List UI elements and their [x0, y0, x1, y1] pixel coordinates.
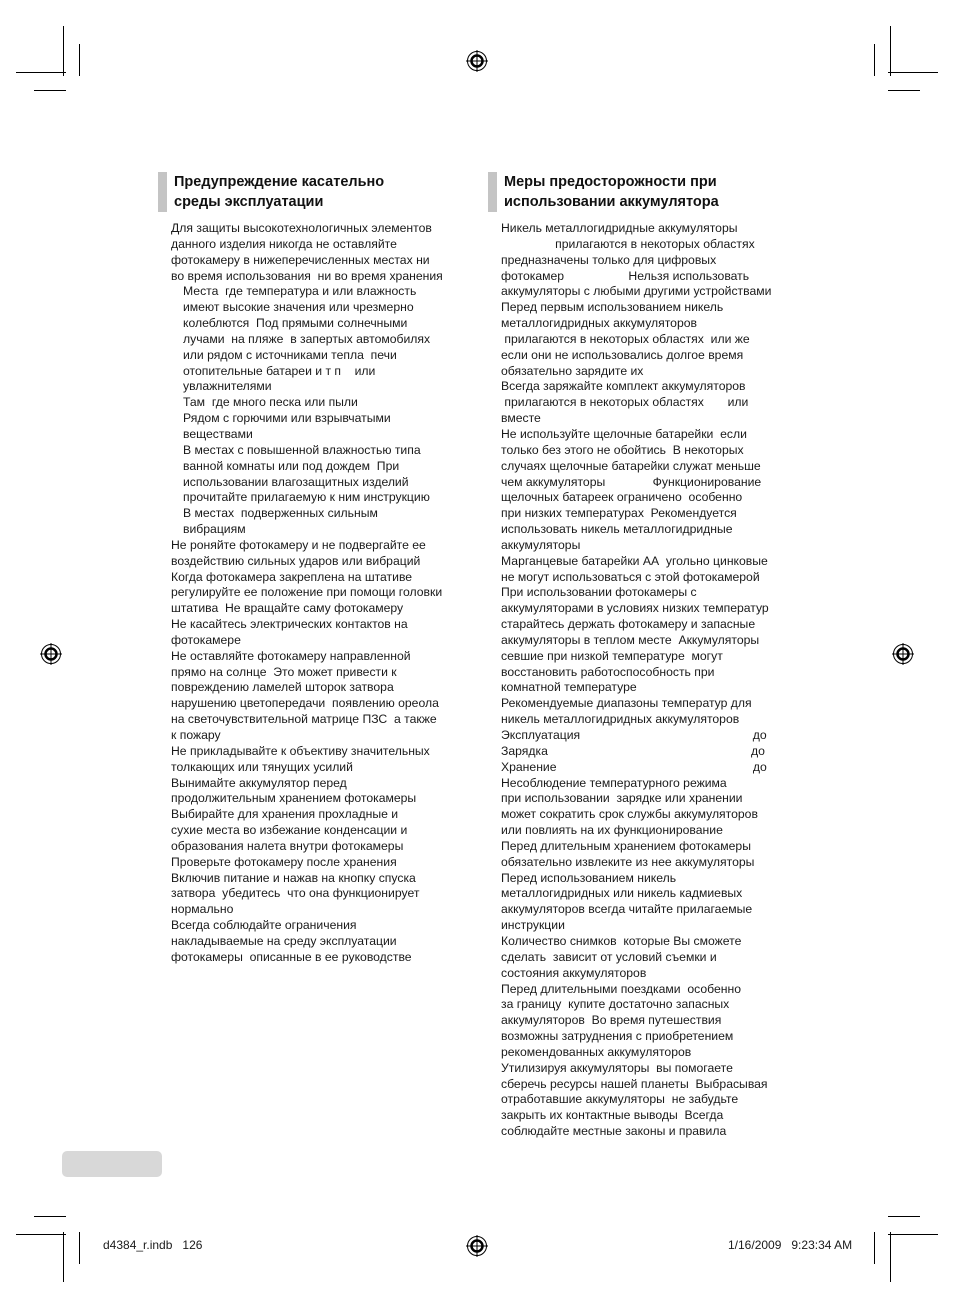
- text-line: прилагаются в некоторых областях или: [501, 395, 749, 410]
- text-line: данного изделия никогда не оставляйте: [171, 236, 397, 251]
- text-line: Эксплуатация до: [501, 728, 767, 742]
- text-line: Никель металлогидридные аккумуляторы: [501, 221, 738, 235]
- text-line: образования налета внутри фотокамеры: [171, 838, 404, 853]
- footer-file-info: d4384_r.indb 126: [103, 1238, 203, 1252]
- text-line: При использовании фотокамеры с: [501, 585, 697, 600]
- text-line: за границу купите достаточно запасных: [501, 997, 730, 1012]
- text-line: при использовании зарядке или хранении: [501, 791, 743, 806]
- crop-mark: [16, 1234, 66, 1235]
- text-line: лучами на пляже в запертых автомобилях: [183, 331, 431, 346]
- text-line: штатива Не вращайте саму фотокамеру: [171, 601, 404, 616]
- text-line: аккумуляторы: [501, 537, 581, 552]
- heading-line: Предупреждение касательно: [174, 174, 385, 190]
- text-line: Зарядка до: [501, 743, 765, 758]
- text-line: рекомендованных аккумуляторов: [501, 1044, 692, 1059]
- text-line: Вынимайте аккумулятор перед: [171, 775, 347, 790]
- text-line: не могут использоваться с этой фотокамерой: [501, 569, 760, 584]
- text-line: прилагаются в некоторых областях: [501, 236, 755, 251]
- page-number-tab: [62, 1151, 162, 1177]
- section-heading-battery: [488, 172, 798, 212]
- heading-line: использовании аккумулятора: [504, 194, 719, 210]
- text-line: на светочувствительной матрице ПЗС а также: [171, 712, 437, 727]
- text-line: Марганцевые батарейки АА угольно цинковые: [501, 553, 768, 568]
- text-line: инструкции: [501, 918, 565, 933]
- crop-mark: [63, 1232, 64, 1282]
- text-line: случаях щелочные батарейки служат меньше: [501, 458, 761, 473]
- text-line: Выбирайте для хранения прохладные и: [171, 807, 399, 822]
- registration-mark-icon: [892, 643, 914, 665]
- text-line: или повлиять на их функционирование: [501, 823, 723, 838]
- text-line: восстановить работоспособность при: [501, 664, 715, 679]
- text-line: колеблются Под прямыми солнечными: [183, 316, 408, 331]
- text-line: В местах подверженных сильным: [183, 506, 378, 521]
- text-line: чем аккумуляторы Функционирование: [501, 474, 762, 489]
- text-line: отопительные батареи и т п или: [183, 363, 376, 378]
- text-line: продолжительным хранением фотокамеры: [171, 791, 417, 806]
- crop-mark: [888, 90, 920, 91]
- text-line: Когда фотокамера закреплена на штативе: [171, 569, 413, 584]
- text-line: аккумуляторы с любыми другими устройствами: [501, 284, 772, 299]
- crop-mark: [79, 1232, 80, 1264]
- text-line: сухие места во избежание конденсации и: [171, 823, 408, 838]
- text-line: Не оставляйте фотокамеру направленной: [171, 648, 411, 663]
- text-line: комнатной температуре: [501, 680, 637, 695]
- crop-mark: [888, 1216, 920, 1217]
- text-line: Утилизируя аккумуляторы вы помогаете: [501, 1060, 733, 1075]
- text-line: сделать зависит от условий съемки и: [501, 949, 717, 964]
- text-line: регулируйте ее положение при помощи головки: [171, 585, 443, 600]
- crop-mark: [63, 26, 64, 76]
- heading-line: Меры предосторожности при: [504, 174, 717, 190]
- text-line: ванной комнаты или под дождем При: [183, 458, 400, 473]
- text-line: фотокамеру в нижеперечисленных местах ни: [171, 252, 430, 267]
- environment-warning-text: [158, 221, 470, 966]
- text-line: аккумуляторов Во время путешествия: [501, 1013, 722, 1028]
- text-line: прямо на солнце Это может привести к: [171, 664, 397, 679]
- crop-mark: [874, 44, 875, 76]
- battery-precautions-text: [488, 221, 798, 1140]
- text-line: Перед первым использованием никель: [501, 300, 724, 315]
- text-line: вместе: [501, 411, 541, 426]
- crop-mark: [34, 1216, 66, 1217]
- text-line: обязательно зарядите их: [501, 363, 644, 378]
- text-line: нормально: [171, 902, 234, 917]
- text-line: использовать никель металлогидридные: [501, 522, 733, 537]
- text-line: может сократить срок службы аккумуляторов: [501, 807, 758, 822]
- text-line: предназначены только для цифровых: [501, 252, 717, 267]
- text-line: отработавшие аккумуляторы не забудьте: [501, 1092, 739, 1107]
- crop-mark: [79, 44, 80, 76]
- crop-mark: [34, 90, 66, 91]
- text-line: старайтесь держать фотокамеру и запасные: [501, 617, 756, 632]
- text-line: аккумуляторы в теплом месте Аккумуляторы: [501, 632, 760, 647]
- crop-mark: [888, 72, 938, 73]
- text-line: закрыть их контактные выводы Всегда: [501, 1108, 724, 1123]
- text-line: обязательно извлеките из нее аккумуляторы: [501, 854, 755, 869]
- text-line: севшие при низкой температуре могут: [501, 648, 723, 663]
- text-line: фотокамер Нельзя использовать: [501, 268, 750, 283]
- crop-mark: [874, 1232, 875, 1264]
- text-line: аккумуляторами в условиях низких температур: [501, 601, 769, 616]
- text-line: во время использования ни во время хранения: [171, 268, 443, 283]
- text-line: Всегда соблюдайте ограничения: [171, 918, 357, 933]
- text-line: Перед длительным хранением фотокамеры: [501, 838, 751, 853]
- text-line: Не роняйте фотокамеру и не подвергайте ее: [171, 537, 426, 552]
- text-line: прочитайте прилагаемую к ним инструкцию: [183, 490, 430, 505]
- text-line: Для защиты высокотехнологичных элементов: [171, 221, 432, 235]
- text-line: нарушению цветопередачи появлению ореола: [171, 696, 439, 711]
- text-line: состояния аккумуляторов: [501, 965, 647, 980]
- text-line: Включив питание и нажав на кнопку спуска: [171, 870, 416, 885]
- text-line: увлажнителями: [183, 379, 272, 394]
- text-line: фотокамере: [171, 632, 241, 647]
- text-line: Там где много песка или пыли: [183, 395, 358, 410]
- right-column: [488, 172, 798, 1140]
- text-line: затвора убедитесь что она функционирует: [171, 886, 420, 901]
- text-line: Количество снимков которые Вы сможете: [501, 933, 742, 948]
- text-line: соблюдайте местные законы и правила: [501, 1124, 727, 1139]
- text-line: к пожару: [171, 728, 221, 742]
- text-line: имеют высокие значения или чрезмерно: [183, 300, 414, 315]
- text-line: Хранение до: [501, 759, 767, 774]
- text-line: никель металлогидридных аккумуляторов: [501, 712, 740, 727]
- text-line: накладываемые на среду эксплуатации: [171, 933, 397, 948]
- text-line: веществами: [183, 426, 253, 441]
- text-line: металлогидридных или никель кадмиевых: [501, 886, 743, 901]
- crop-mark: [890, 1232, 891, 1282]
- text-line: Не касайтесь электрических контактов на: [171, 617, 408, 632]
- left-column: [158, 172, 470, 966]
- text-line: В местах с повышенной влажностью типа: [183, 442, 421, 457]
- text-line: прилагаются в некоторых областях или же: [501, 331, 750, 346]
- text-line: воздействию сильных ударов или вибраций: [171, 553, 421, 568]
- text-line: металлогидридных аккумуляторов: [501, 316, 697, 331]
- text-line: аккумуляторов всегда читайте прилагаемые: [501, 902, 753, 917]
- text-line: или рядом с источниками тепла печи: [183, 347, 397, 362]
- text-line: Места где температура и или влажность: [183, 284, 417, 299]
- text-line: Несоблюдение температурного режима: [501, 775, 727, 790]
- section-heading-environment: [158, 172, 470, 212]
- heading-line: среды эксплуатации: [174, 194, 324, 210]
- registration-mark-icon: [466, 1235, 488, 1257]
- text-line: использовании влагозащитных изделий: [183, 474, 409, 489]
- registration-mark-icon: [466, 50, 488, 72]
- text-line: толкающих или тянущих усилий: [171, 759, 353, 774]
- crop-mark: [890, 26, 891, 76]
- text-line: Перед использованием никель: [501, 870, 677, 885]
- footer-timestamp: 1/16/2009 9:23:34 AM: [728, 1238, 853, 1252]
- text-line: повреждению ламелей шторок затвора: [171, 680, 394, 695]
- registration-mark-icon: [40, 643, 62, 665]
- text-line: сберечь ресурсы нашей планеты Выбрасывая: [501, 1076, 768, 1091]
- crop-mark: [888, 1234, 938, 1235]
- text-line: если они не использовались долгое время: [501, 347, 744, 362]
- crop-mark: [16, 72, 66, 73]
- text-line: фотокамеры описанные в ее руководстве: [171, 949, 412, 964]
- text-line: при низких температурах Рекомендуется: [501, 506, 737, 521]
- text-line: Рекомендуемые диапазоны температур для: [501, 696, 752, 711]
- text-line: возможны затруднения с приобретением: [501, 1029, 734, 1044]
- text-line: Перед длительными поездками особенно: [501, 981, 741, 996]
- text-line: Не используйте щелочные батарейки если: [501, 426, 747, 441]
- text-line: щелочных батареек ограничено особенно: [501, 490, 743, 505]
- text-line: вибрациям: [183, 522, 246, 537]
- text-line: Не прикладывайте к объективу значительных: [171, 743, 430, 758]
- text-line: Проверьте фотокамеру после хранения: [171, 854, 397, 869]
- text-line: только без этого не обойтись В некоторых: [501, 442, 744, 457]
- text-line: Рядом с горючими или взрывчатыми: [183, 411, 391, 426]
- text-line: Всегда заряжайте комплект аккумуляторов: [501, 379, 746, 394]
